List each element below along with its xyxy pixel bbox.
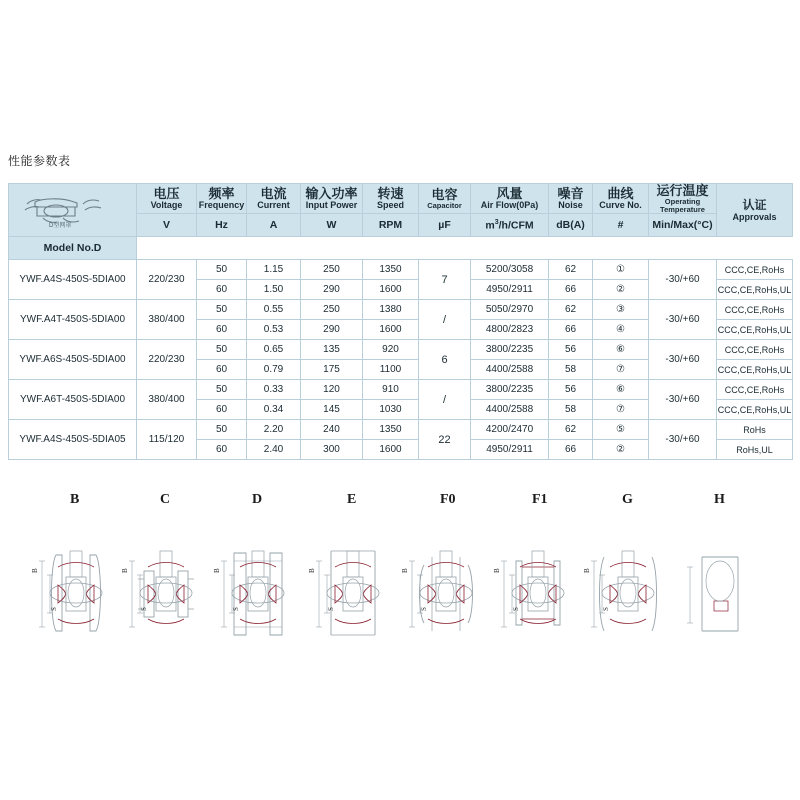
cell-input-power: 175 bbox=[301, 360, 363, 380]
cell-model: YWF.A4S-450S-5DIA05 bbox=[9, 420, 137, 460]
unit-noise: dB(A) bbox=[549, 214, 593, 237]
cell-noise: 62 bbox=[549, 300, 593, 320]
mounting-type-label-f1: F1 bbox=[532, 492, 548, 507]
cell-frequency: 60 bbox=[197, 440, 247, 460]
cell-curve-no: ⑤ bbox=[593, 420, 649, 440]
cell-approvals: RoHs bbox=[717, 420, 793, 440]
svg-text:B: B bbox=[121, 568, 129, 573]
cell-airflow: 4400/2588 bbox=[471, 360, 549, 380]
cell-operating-temperature: -30/+60 bbox=[649, 340, 717, 380]
cell-capacitor: / bbox=[419, 380, 471, 420]
cell-curve-no: ⑦ bbox=[593, 400, 649, 420]
table-row bbox=[9, 340, 793, 360]
unit-airflow: $m^3/h$/CFM bbox=[471, 214, 549, 237]
cell-input-power: 250 bbox=[301, 260, 363, 280]
svg-text:B: B bbox=[213, 568, 221, 573]
mounting-type-label-f0: F0 bbox=[440, 492, 456, 507]
mounting-drawing-h bbox=[672, 516, 768, 671]
svg-text:S: S bbox=[50, 607, 58, 611]
unit-input-power: W bbox=[301, 214, 363, 237]
header-capacitor: 电容 Capacitor bbox=[419, 184, 471, 214]
cell-speed: 1030 bbox=[363, 400, 419, 420]
cell-speed: 1100 bbox=[363, 360, 419, 380]
table-row bbox=[9, 420, 793, 440]
svg-text:S: S bbox=[140, 607, 148, 611]
cell-input-power: 290 bbox=[301, 280, 363, 300]
cell-approvals: CCC,CE,RoHs bbox=[717, 380, 793, 400]
header-input-power: 输入功率 Input Power bbox=[301, 184, 363, 214]
header-frequency: 频率 Frequency bbox=[197, 184, 247, 214]
unit-current: A bbox=[247, 214, 301, 237]
cell-speed: 920 bbox=[363, 340, 419, 360]
cell-current: 0.33 bbox=[247, 380, 301, 400]
cell-current: 0.65 bbox=[247, 340, 301, 360]
cell-voltage: 380/400 bbox=[137, 380, 197, 420]
cell-noise: 56 bbox=[549, 380, 593, 400]
cell-current: 0.34 bbox=[247, 400, 301, 420]
mounting-type-label-d: D bbox=[252, 492, 263, 507]
table-body bbox=[9, 260, 793, 460]
cell-noise: 62 bbox=[549, 420, 593, 440]
mounting-drawing-f0 bbox=[398, 516, 494, 671]
svg-text:B: B bbox=[308, 568, 316, 573]
cell-speed: 1350 bbox=[363, 420, 419, 440]
header-curve: 曲线 Curve No. bbox=[593, 184, 649, 214]
header-speed: 转速 Speed bbox=[363, 184, 419, 214]
cell-airflow: 4200/2470 bbox=[471, 420, 549, 440]
svg-text:S: S bbox=[602, 607, 610, 611]
cell-current: 0.55 bbox=[247, 300, 301, 320]
cell-frequency: 60 bbox=[197, 280, 247, 300]
cell-curve-no: ③ bbox=[593, 300, 649, 320]
cell-input-power: 300 bbox=[301, 440, 363, 460]
cell-capacitor: / bbox=[419, 300, 471, 340]
cell-noise: 66 bbox=[549, 320, 593, 340]
cell-airflow: 3800/2235 bbox=[471, 340, 549, 360]
header-voltage: 电压 Voltage bbox=[137, 184, 197, 214]
cell-noise: 62 bbox=[549, 260, 593, 280]
cell-frequency: 50 bbox=[197, 380, 247, 400]
cell-operating-temperature: -30/+60 bbox=[649, 380, 717, 420]
mounting-drawings bbox=[8, 516, 792, 676]
cell-frequency: 60 bbox=[197, 400, 247, 420]
cell-operating-temperature: -30/+60 bbox=[649, 420, 717, 460]
mounting-drawing-b bbox=[28, 516, 124, 671]
cell-noise: 56 bbox=[549, 340, 593, 360]
cell-capacitor: 6 bbox=[419, 340, 471, 380]
cell-frequency: 50 bbox=[197, 300, 247, 320]
cell-speed: 1600 bbox=[363, 440, 419, 460]
cell-speed: 1350 bbox=[363, 260, 419, 280]
cell-frequency: 50 bbox=[197, 260, 247, 280]
cell-current: 0.53 bbox=[247, 320, 301, 340]
cell-airflow: 4800/2823 bbox=[471, 320, 549, 340]
svg-text:S: S bbox=[327, 607, 335, 611]
unit-speed: RPM bbox=[363, 214, 419, 237]
mounting-type-label-e: E bbox=[347, 492, 357, 507]
cell-voltage: 220/230 bbox=[137, 260, 197, 300]
cell-current: 0.79 bbox=[247, 360, 301, 380]
cell-curve-no: ⑦ bbox=[593, 360, 649, 380]
cell-curve-no: ② bbox=[593, 280, 649, 300]
mounting-type-label-h: H bbox=[714, 492, 725, 507]
cell-frequency: 60 bbox=[197, 320, 247, 340]
cell-curve-no: ④ bbox=[593, 320, 649, 340]
page-title: 性能参数表 bbox=[8, 154, 71, 168]
header-noise: 噪音 Noise bbox=[549, 184, 593, 214]
cell-curve-no: ⑥ bbox=[593, 380, 649, 400]
header-approvals: 认证 Approvals bbox=[717, 184, 793, 237]
cell-current: 1.15 bbox=[247, 260, 301, 280]
cell-frequency: 50 bbox=[197, 420, 247, 440]
brand-logo bbox=[9, 184, 137, 237]
cell-airflow: 5200/3058 bbox=[471, 260, 549, 280]
svg-text:B: B bbox=[493, 568, 501, 573]
cell-operating-temperature: -30/+60 bbox=[649, 300, 717, 340]
cell-voltage: 220/230 bbox=[137, 340, 197, 380]
cell-approvals: CCC,CE,RoHs,UL bbox=[717, 320, 793, 340]
cell-operating-temperature: -30/+60 bbox=[649, 260, 717, 300]
svg-text:B: B bbox=[31, 568, 39, 573]
cell-model: YWF.A4T-450S-5DIA00 bbox=[9, 300, 137, 340]
cell-airflow: 4950/2911 bbox=[471, 440, 549, 460]
cell-curve-no: ① bbox=[593, 260, 649, 280]
unit-voltage: V bbox=[137, 214, 197, 237]
mounting-drawing-f1 bbox=[490, 516, 586, 671]
cell-speed: 1380 bbox=[363, 300, 419, 320]
cell-speed: 1600 bbox=[363, 320, 419, 340]
cell-speed: 1600 bbox=[363, 280, 419, 300]
mounting-type-labels bbox=[8, 492, 792, 514]
unit-curve: # bbox=[593, 214, 649, 237]
svg-text:S: S bbox=[420, 607, 428, 611]
cell-current: 1.50 bbox=[247, 280, 301, 300]
mounting-drawing-e bbox=[305, 516, 401, 671]
svg-text:S: S bbox=[512, 607, 520, 611]
cell-voltage: 115/120 bbox=[137, 420, 197, 460]
cell-input-power: 135 bbox=[301, 340, 363, 360]
cell-input-power: 120 bbox=[301, 380, 363, 400]
cell-input-power: 240 bbox=[301, 420, 363, 440]
cell-airflow: 5050/2970 bbox=[471, 300, 549, 320]
unit-operating-temperature: Min/Max(°C) bbox=[649, 214, 717, 237]
svg-text:B: B bbox=[401, 568, 409, 573]
cell-frequency: 50 bbox=[197, 340, 247, 360]
cell-input-power: 250 bbox=[301, 300, 363, 320]
cell-speed: 910 bbox=[363, 380, 419, 400]
cell-input-power: 290 bbox=[301, 320, 363, 340]
svg-text:D型网罩: D型网罩 bbox=[48, 223, 71, 230]
header-current: 电流 Current bbox=[247, 184, 301, 214]
cell-approvals: CCC,CE,RoHs,UL bbox=[717, 280, 793, 300]
unit-capacitor: µF bbox=[419, 214, 471, 237]
cell-approvals: CCC,CE,RoHs bbox=[717, 340, 793, 360]
mounting-drawing-d bbox=[210, 516, 306, 671]
table-row bbox=[9, 300, 793, 320]
cell-approvals: CCC,CE,RoHs,UL bbox=[717, 360, 793, 380]
unit-model: Model No.D bbox=[9, 237, 137, 260]
cell-capacitor: 7 bbox=[419, 260, 471, 300]
cell-model: YWF.A6T-450S-5DIA00 bbox=[9, 380, 137, 420]
mounting-drawing-c bbox=[118, 516, 214, 671]
cell-model: YWF.A4S-450S-5DIA00 bbox=[9, 260, 137, 300]
table-row bbox=[9, 260, 793, 280]
mounting-type-label-b: B bbox=[70, 492, 80, 507]
cell-approvals: CCC,CE,RoHs bbox=[717, 300, 793, 320]
mounting-type-label-c: C bbox=[160, 492, 171, 507]
cell-approvals: CCC,CE,RoHs,UL bbox=[717, 400, 793, 420]
cell-noise: 66 bbox=[549, 440, 593, 460]
svg-text:B: B bbox=[583, 568, 591, 573]
unit-frequency: Hz bbox=[197, 214, 247, 237]
cell-approvals: RoHs,UL bbox=[717, 440, 793, 460]
svg-text:S: S bbox=[232, 607, 240, 611]
table-row bbox=[9, 380, 793, 400]
cell-curve-no: ⑥ bbox=[593, 340, 649, 360]
cell-approvals: CCC,CE,RoHs bbox=[717, 260, 793, 280]
specification-table bbox=[8, 183, 793, 460]
cell-noise: 58 bbox=[549, 360, 593, 380]
cell-noise: 66 bbox=[549, 280, 593, 300]
cell-airflow: 4400/2588 bbox=[471, 400, 549, 420]
cell-model: YWF.A6S-450S-5DIA00 bbox=[9, 340, 137, 380]
cell-airflow: 4950/2911 bbox=[471, 280, 549, 300]
cell-curve-no: ② bbox=[593, 440, 649, 460]
header-operating-temperature: 运行温度 Operating Temperature bbox=[649, 184, 717, 214]
cell-input-power: 145 bbox=[301, 400, 363, 420]
cell-voltage: 380/400 bbox=[137, 300, 197, 340]
cell-frequency: 60 bbox=[197, 360, 247, 380]
cell-airflow: 3800/2235 bbox=[471, 380, 549, 400]
cell-noise: 58 bbox=[549, 400, 593, 420]
cell-current: 2.20 bbox=[247, 420, 301, 440]
header-airflow: 风量 Air Flow(0Pa) bbox=[471, 184, 549, 214]
cell-current: 2.40 bbox=[247, 440, 301, 460]
mounting-drawing-g bbox=[580, 516, 676, 671]
mounting-type-label-g: G bbox=[622, 492, 633, 507]
fan-logo-icon bbox=[13, 190, 133, 230]
cell-capacitor: 22 bbox=[419, 420, 471, 460]
